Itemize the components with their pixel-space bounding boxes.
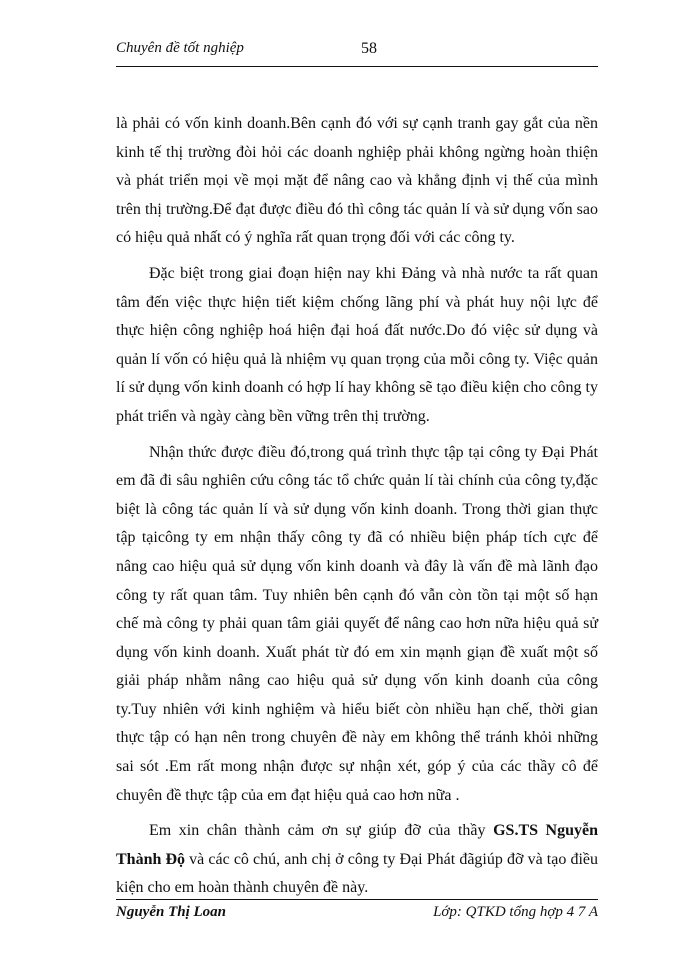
page-footer [116,904,598,926]
paragraph-4-start: Em xin chân thành cảm ơn sự giúp đỡ của thầy [149,822,494,840]
paragraph-1: là phải có vốn kinh doanh.Bên cạnh đó với sự cạnh tranh gay gắt của nền kinh tế thị trường đòi hỏi các doanh nghiệp phải không ngừng hoàn thiện và phát triển mọi về mọi mặt để nâng cao và khẳng định vị thế của mình trên thị trường.Để đạt được điều đó thì công tác quản lí và sử dụng vốn sao có hiệu quả nhất có ý nghĩa rất quan trọng đối với các công ty. [116,115,598,247]
document-body [116,110,598,910]
page-number: 58 [361,40,377,57]
paragraph-4-end: và các cô chú, anh chị ở công ty Đại Phát đãgiúp đỡ và tạo điều kiện cho em hoàn thành chuyên đề này. [116,850,599,897]
advisor-name: GS.TS Nguyễn Thành Độ [116,822,599,868]
footer-rule [116,899,598,900]
header-title: Chuyên đề tốt nghiệp [116,40,244,56]
paragraph-2: Đặc biệt trong giai đoạn hiện nay khi Đảng và nhà nước ta rất quan tâm đến việc thực hiện tiết kiệm chống lãng phí và phát huy nội lực để thực hiện công nghiệp hoá hiện đại hoá đất nước.Do đó việc sử dụng và quản lí vốn có hiệu quả là nhiệm vụ quan trọng của mỗi công ty. Việc quản lí sử dụng vốn kinh doanh có hợp lí hay không sẽ tạo điều kiện cho công ty phát triển và ngày càng bền vững trên thị trường. [116,264,598,425]
paragraph-4 [116,817,598,903]
paragraph-3: Nhận thức được điều đó,trong quá trình thực tập tại công ty Đại Phát em đã đi sâu nghiên cứu công tác tổ chức quản lí tài chính của công ty,đặc biệt là công tác quản lí và sử dụng vốn kinh doanh. Trong thời gian thực tập tạicông ty em nhận thấy công ty đã có nhiều biện pháp tích cực để nâng cao hiệu quả sử dụng vốn kinh doanh và đây là vấn đề mà lãnh đạo công ty rất quan tâm. Tuy nhiên bên cạnh đó vẫn còn tồn tại một số hạn chế mà công ty phải quan tâm giải quyết để nâng cao hơn nữa hiệu quả sử dụng vốn kinh doanh. Xuất phát từ đó em xin mạnh giạn đề xuất một số giải pháp nhằm nâng cao hiệu quả sử dụng vốn kinh doanh của công ty.Tuy nhiên với kinh nghiệm và hiểu biết còn nhiều hạn chế, thời gian thực tập có hạn nên trong chuyên đề này em không thể tránh khỏi những sai sót .Em rất mong nhận được sự nhận xét, góp ý của các thầy cô để chuyên đề thực tập của em đạt hiệu quả cao hơn nữa . [116,443,598,804]
author-name: Nguyễn Thị Loan [116,904,227,920]
header-rule [116,66,598,67]
page-header [116,40,598,62]
class-label: Lớp: QTKD tổng hợp 4 7 A [433,904,598,920]
